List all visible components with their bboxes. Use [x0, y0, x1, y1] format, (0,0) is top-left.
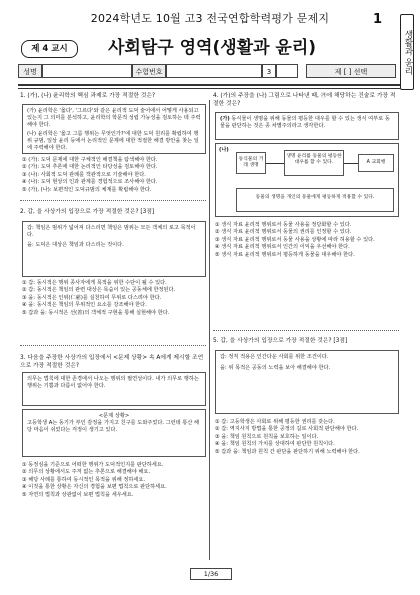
session-label: 제 4 교시 — [21, 40, 78, 58]
q2-choice-5[interactable]: ⑤ 갑과 을: 동시적은 선(善)의 객체적 구현을 통해 실현해야 한다. — [22, 309, 170, 316]
q1-choices — [22, 157, 206, 194]
q4-choices — [215, 222, 399, 259]
header-rule-thick — [18, 84, 400, 86]
q5-passage-gap: 갑: 정직 적용은 인간다운 사회를 위한 조건이다. — [220, 354, 329, 360]
q4-choice-2[interactable]: ② 생식 자료 윤리적 행위로서 동물의 권리를 인정할 수 있다. — [215, 229, 352, 236]
q4-passage-ga-box — [215, 112, 399, 140]
name-field[interactable] — [42, 64, 132, 78]
q4-diagram-frame — [215, 143, 399, 217]
q3-choice-2[interactable]: ② 의무의 상황에서도 주저 없는 추론으로 해결해야 해요. — [22, 469, 151, 476]
q1-choice-1[interactable]: ① (가): 도덕 문제에 대한 구체적인 해결책을 탐색해야 한다. — [22, 157, 158, 163]
q4-choice-4[interactable]: ④ 생식 자료 윤리적 행위로서 인간의 이익을 우선해야 한다. — [215, 244, 350, 251]
header-rule-thin — [18, 88, 400, 89]
q3-choices — [22, 462, 206, 499]
q2-passage-gap: 갑: 책임은 범위가 넓어져 다스리면 책임은 범위는 모든 객체의 로고 목적이다. — [27, 225, 196, 238]
q4-diagram-left: 동식물의 거래 생명 — [236, 152, 266, 174]
q1-choice-5[interactable]: ⑤ (가), (나): 보편적인 도덕규범의 체계를 확립해야 한다. — [22, 186, 152, 193]
q3-choice-4[interactable]: ④ 이것을 통한 상황은 자신의 경험을 보편 법칙으로 판단하세요. — [22, 484, 167, 491]
q4-stem: 4. (가)의 주장을 (나) 그림으로 나타낸 때, ㉮에 해당하는 진술로 가장 적절한 것은? — [213, 93, 396, 107]
q3-choice-1[interactable]: ① 동정심을 기준으로 어떠한 행위가 도덕적인지를 판단하세요. — [22, 462, 164, 468]
q4-diagram-arrow-left — [266, 163, 284, 164]
q1-passage-na: (나) 윤리학은 '옳고 그름 행위는 무엇인가?'에 대한 도덕 원리를 확립하여 행위 규범, 일상 윤리 등에서 논리적인 문제에 대한 적절한 해결 방안을 찾는 일에 주력해야 한다. — [27, 131, 199, 151]
q4-na-label: (나) — [219, 147, 229, 153]
q2-passage-box — [22, 221, 206, 277]
q5-choice-5[interactable]: ⑤ 갑과 을: 책임과 원칙 간 판단을 판단하기 위해 노력해야 한다. — [215, 448, 360, 455]
q3-case-text: 고등학생 A는 동기가 부인 감정을 가지고 친구를 도와주었다. 그런데 통산 해당 마음이 쉬었다는 걱정이 생기고 있다. — [27, 420, 200, 433]
q4-diagram-arrow-right — [344, 163, 358, 164]
q1-q2-separator — [20, 200, 206, 201]
choice-label: 제 [ ] 선택 — [306, 64, 396, 78]
q2-choices — [22, 280, 206, 317]
q4-choice-5[interactable]: ⑤ 생식 자료 윤리적 행위로서 평등하게 동물을 대우해야 한다. — [215, 251, 355, 258]
q3-stem: 3. 다음을 주장한 사상가의 입장에서 <문제 상황> 속 A에게 제시할 조언으로 가장 적절한 것은? — [20, 355, 204, 369]
q5-choice-2[interactable]: ② 갑: 역지사지 방법을 통한 공정의 길로 사회적 판단해야 한다. — [215, 426, 359, 433]
q4-diagram-bottom: 동물의 생명을 개인의 동물에게 평등하게 적용할 수 있다. — [236, 188, 394, 212]
q3-choice-5[interactable]: ⑤ 자연의 법칙과 상관없이 보편 법칙을 세우세요. — [22, 491, 134, 498]
q2-choice-2[interactable]: ② 갑: 동시적은 책임의 관련 대상은 목숨이 있는 공동체에 한정된다. — [22, 287, 176, 294]
q2-stem: 2. 갑, 을 사상가의 입장으로 가장 적절한 것은? [3점] — [20, 209, 155, 215]
q3-choice-3[interactable]: ③ 해당 사례를 통하여 동시적인 목적을 위해 정하세요. — [22, 476, 146, 483]
q5-passage-eul: 을: 위 목적은 공동의 노력을 보아 해결해야 한다. — [220, 365, 331, 371]
q1-passage-box — [22, 104, 206, 154]
q1-stem: 1. (가), (나) 윤리학의 핵심 과제로 가장 적절한 것은? — [20, 93, 156, 99]
id-field[interactable] — [166, 64, 262, 78]
q4-diagram-right: A 교회행 — [358, 154, 394, 172]
q2-choice-4[interactable]: ④ 을: 동시적은 책임의 무위적인 요소를 강조해야 한다. — [22, 302, 147, 309]
q2-choice-3[interactable]: ③ 을: 동시적은 인위(仁慈)를 실천하여 무위로 다스려야 한다. — [22, 294, 162, 301]
page-footer: 1/36 — [190, 568, 232, 580]
q5-passage-box — [215, 350, 399, 414]
q1-passage-ga: (가) 윤리학은 '옳다', '그르다'와 같은 윤리적 도덕 술어에서 어떻게 사용되고 있는지 그 의미를 분석하고, 윤리학의 학문적 성립 가능성을 검토하는 데 주력해야 한다. — [27, 108, 201, 128]
id-label: 수험번호 — [132, 64, 166, 78]
page-number: 1 — [373, 12, 383, 27]
exam-title: 2024학년도 10월 고3 전국연합학력평가 문제지 — [90, 12, 330, 25]
candidate-info-bar — [18, 64, 396, 78]
column-divider — [209, 100, 210, 560]
q4-q5-separator — [213, 330, 399, 331]
q4-choice-1[interactable]: ① 생식 자료 윤리적 행위로서 동물 사용을 정당화할 수 있다. — [215, 222, 352, 228]
q4-passage-ga: 동식물이 생명을 위해 동물의 평등한 대우를 할 수 있는 생식 여부로 동물을 판단하는 것은 종 차별주의라고 생각한다. — [220, 116, 390, 129]
q4-ga-label: (가) — [220, 116, 230, 122]
q3-case-box — [22, 409, 206, 457]
q1-choice-3[interactable]: ③ (나): 사회적 도덕 관례를 객관적으로 기술해야 한다. — [22, 171, 146, 178]
q5-choice-4[interactable]: ④ 을: 책임 원칙의 가치를 상대하여 판단한 원칙이다. — [215, 441, 335, 448]
q5-choices — [215, 419, 399, 456]
id-digit: 3 — [262, 64, 276, 78]
name-label: 성명 — [18, 64, 42, 78]
q5-choice-1[interactable]: ① 갑: 고등학생은 사회로 위해 평등한 권리를 갖는다. — [215, 419, 335, 425]
q3-passage-box — [22, 372, 206, 406]
q2-choice-1[interactable]: ① 갑: 동시적은 행위 종사자에게 목적을 위한 수단이 될 수 있다. — [22, 280, 167, 286]
side-subject-tab: 생활과 윤리 — [400, 14, 414, 90]
q4-choice-3[interactable]: ③ 생식 자료 윤리적 행위로서 동물 사용을 상황에 따라 허용할 수 있다. — [215, 236, 375, 243]
q5-stem: 5. 갑, 을 사상가의 입장으로 가장 적절한 것은? [3점] — [213, 338, 348, 344]
q1-choice-2[interactable]: ② (가): 도덕 추론에 대한 논리적인 타당성을 검토해야 한다. — [22, 164, 158, 171]
q1-choice-4[interactable]: ④ (나): 도덕 현상의 인과 관계를 경험적으로 조사해야 한다. — [22, 179, 158, 186]
q5-choice-3[interactable]: ③ 을: 책임 원칙으로 원칙을 보호하는 일이다. — [215, 433, 319, 440]
q3-case-title: <문제 상황> — [98, 413, 130, 419]
footer-total: 36 — [210, 570, 219, 578]
subject-title: 사회탐구 영역(생활과 윤리) — [108, 38, 317, 58]
id-field-extra[interactable] — [276, 64, 298, 78]
footer-page: 1 — [203, 570, 208, 578]
q2-q3-separator — [20, 345, 206, 346]
q4-diagram-center: 생명 윤리를 동물의 평등한 대우를 할 수 있다. — [284, 150, 344, 176]
q2-passage-eul: 을: 도덕은 대상은 책임과 다스리는 것이다. — [27, 242, 124, 248]
q3-passage: 의무는 법칙에 대한 존경에서 나오는 행위의 필연성이다. 내가 의무로 행하는 행위는 기쁨과 다름이 없어야 한다. — [27, 376, 199, 389]
